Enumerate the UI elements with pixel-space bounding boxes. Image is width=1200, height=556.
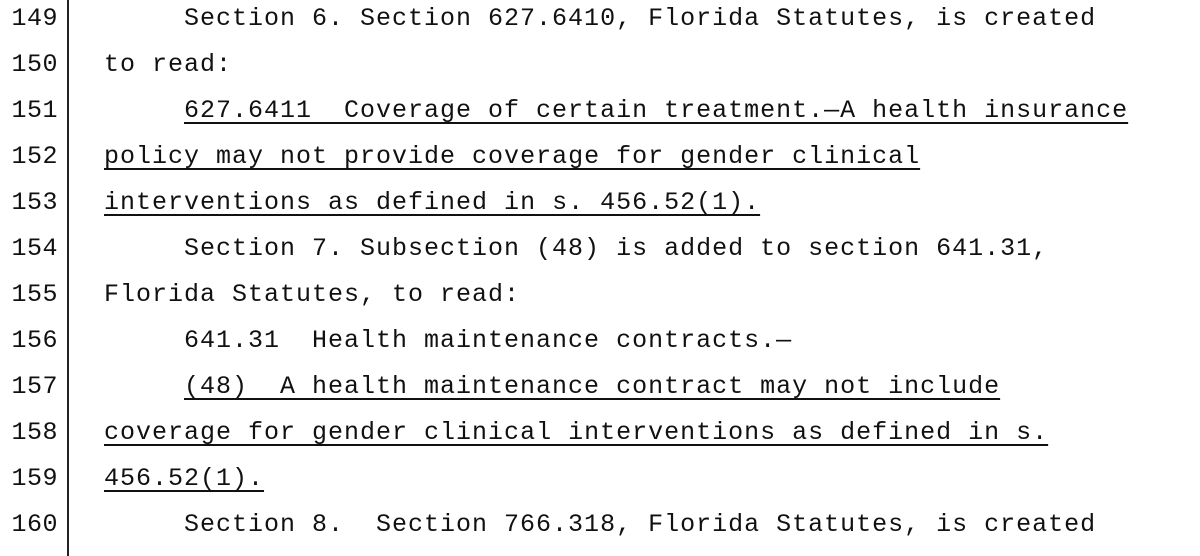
line-text: Florida Statutes, to read: [104, 280, 521, 309]
line-number: 159 [11, 464, 58, 493]
line-number: 152 [11, 142, 58, 171]
line-number: 150 [11, 50, 58, 79]
line-number: 156 [11, 326, 58, 355]
line-number: 160 [11, 510, 58, 539]
line-text: Section 7. Subsection (48) is added to section 641.31, [184, 234, 1049, 263]
inserted-text: coverage for gender clinical interventions as defined in s. [104, 418, 1049, 447]
bill-line-155 [0, 276, 1200, 322]
inserted-text: 627.6411 Coverage of certain treatment.—A health insurance [184, 96, 1129, 125]
bill-line-149 [0, 0, 1200, 46]
line-text: 641.31 Health maintenance contracts.— [184, 326, 793, 355]
line-number: 155 [11, 280, 58, 309]
line-number: 149 [11, 4, 58, 33]
line-number: 158 [11, 418, 58, 447]
bill-line-152 [0, 138, 1200, 184]
bill-line-154 [0, 230, 1200, 276]
bill-line-157 [0, 368, 1200, 414]
bill-line-151 [0, 92, 1200, 138]
bill-line-160 [0, 506, 1200, 552]
line-text: to read: [104, 50, 233, 79]
inserted-text: 456.52(1). [104, 464, 265, 493]
line-number: 151 [11, 96, 58, 125]
inserted-text: policy may not provide coverage for gender clinical [104, 142, 921, 171]
line-number: 153 [11, 188, 58, 217]
line-text: Section 6. Section 627.6410, Florida Statutes, is created [184, 4, 1097, 33]
line-number: 157 [11, 372, 58, 401]
inserted-text: (48) A health maintenance contract may not include [184, 372, 1001, 401]
bill-line-150 [0, 46, 1200, 92]
line-text: Section 8. Section 766.318, Florida Statutes, is created [184, 510, 1097, 539]
inserted-text: interventions as defined in s. 456.52(1). [104, 188, 761, 217]
bill-line-153 [0, 184, 1200, 230]
line-number: 154 [11, 234, 58, 263]
bill-line-158 [0, 414, 1200, 460]
bill-line-156 [0, 322, 1200, 368]
bill-line-159 [0, 460, 1200, 506]
